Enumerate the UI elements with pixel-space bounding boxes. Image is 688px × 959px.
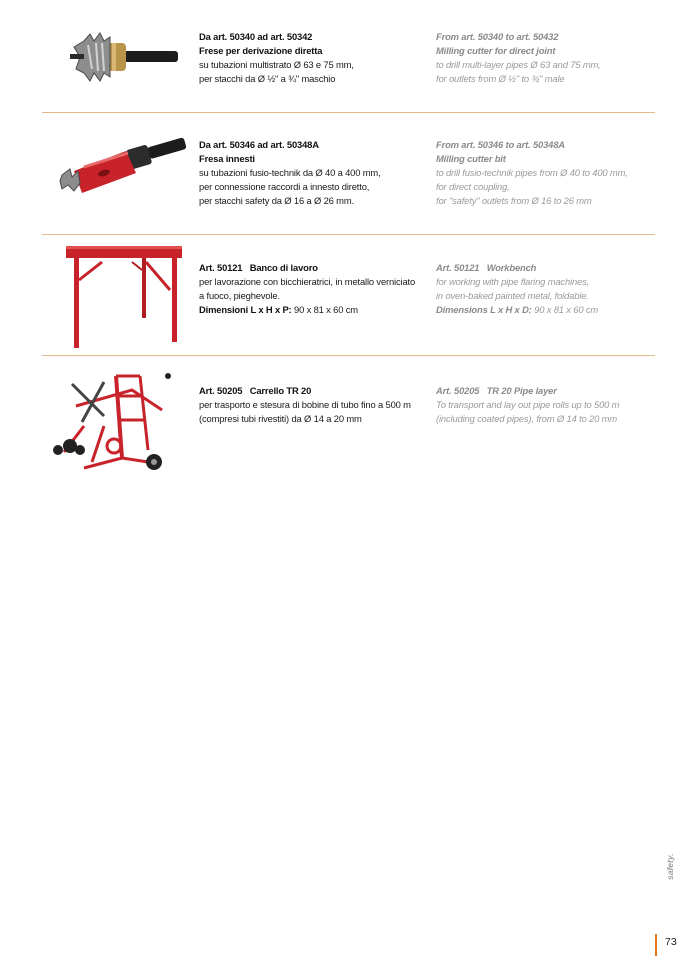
product-heading [199,261,424,275]
description-line: to drill multi-layer pipes Ø 63 and 75 mm, [436,59,601,70]
article-code: Da art. 50346 ad art. 50348A [199,139,319,150]
description-line: for "safety" outlets from Ø 16 to 26 mm [436,195,592,206]
dimensions-value: 90 x 81 x 60 cm [534,304,599,315]
brand-label: safety. [665,853,675,880]
italian-description [199,30,424,86]
product-title: Frese per derivazione diretta [199,45,323,56]
product-title: Milling cutter for direct joint [436,45,556,56]
article-code: From art. 50346 to art. 50348A [436,139,565,150]
dimensions [199,303,424,317]
product-title: Milling cutter bit [436,153,506,164]
section-divider [42,112,655,113]
italian-description [199,261,424,317]
description-line: for working with pipe flaring machines, [436,276,590,287]
description-line: per trasporto e stesura di bobine di tubo fino a 500 m [199,399,411,410]
pipe-layer-cart-image [44,370,190,480]
page-accent-bar [655,934,657,956]
workbench-image [44,240,190,352]
description-line: a fuoco, pieghevole. [199,290,280,301]
italian-description [199,138,424,208]
description-line: to drill fusio-technik pipes from Ø 40 to 400 mm, [436,167,628,178]
italian-description [199,384,424,426]
milling-cutter-bit-image [44,133,190,208]
article-code: From art. 50340 to art. 50432 [436,31,559,42]
english-description [436,384,666,426]
dimensions-label: Dimensioni L x H x P: [199,304,292,315]
description-line: su tubazioni multistrato Ø 63 e 75 mm, [199,59,354,70]
description-line: (compresi tubi rivestiti) da Ø 14 a 20 mm [199,413,362,424]
description-line: per connessione raccordi a innesto diretto, [199,181,370,192]
section-divider [42,234,655,235]
description-line: in oven-baked painted metal, foldable. [436,290,589,301]
product-title: Banco di lavoro [249,262,318,273]
product-heading [436,384,666,398]
article-code: Da art. 50340 ad art. 50342 [199,31,313,42]
description-line: To transport and lay out pipe rolls up to 500 m [436,399,620,410]
product-heading [436,261,666,275]
description-line: for direct coupling, [436,181,510,192]
dimensions-value: 90 x 81 x 60 cm [294,304,358,315]
product-title: Workbench [486,262,537,273]
dimensions-label: Dimensions L x H x D: [436,304,532,315]
english-description [436,30,666,86]
article-code: Art. 50205 [199,385,243,396]
page-number: 73 [665,936,677,948]
english-description [436,261,666,317]
milling-cutter-image [44,25,190,100]
article-code: Art. 50121 [199,262,243,273]
dimensions [436,303,666,317]
product-title: Carrello TR 20 [249,385,312,396]
english-description [436,138,666,208]
description-line: su tubazioni fusio-technik da Ø 40 a 400 mm, [199,167,381,178]
product-title: Fresa innesti [199,153,255,164]
article-code: Art. 50121 [436,262,480,273]
section-divider [42,355,655,356]
product-heading [199,384,424,398]
description-line: per lavorazione con bicchieratrici, in metallo verniciato [199,276,416,287]
description-line: (including coated pipes), from Ø 14 to 20 mm [436,413,617,424]
product-title: TR 20 Pipe layer [486,385,557,396]
description-line: per stacchi safety da Ø 16 a Ø 26 mm. [199,195,354,206]
description-line: for outlets from Ø ½" to ¾" male [436,73,565,84]
description-line: per stacchi da Ø ½" a ¾" maschio [199,73,336,84]
article-code: Art. 50205 [436,385,480,396]
